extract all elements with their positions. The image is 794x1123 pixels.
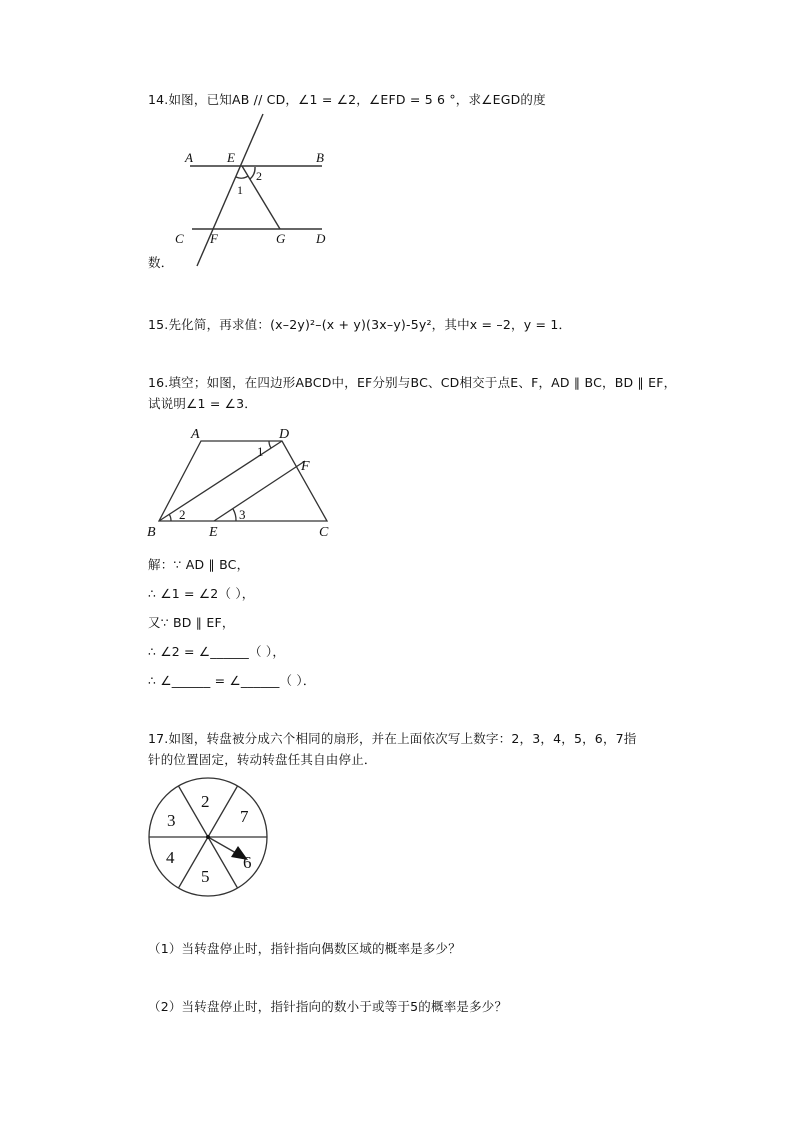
angle-1-label: 1 [257, 444, 264, 459]
label-c: C [319, 525, 329, 540]
segment-ef [214, 461, 305, 521]
sector-number-6: 6 [243, 853, 252, 872]
label-c: C [175, 231, 184, 246]
q16-solution-1: 解：∵ AD ∥ BC， [148, 557, 250, 572]
q16-line1: 16.填空；如图，在四边形ABCD中，EF分别与BC、CD相交于点E、F，AD ∥ BC，BD ∥ EF， [148, 375, 677, 390]
diagonal-bd [159, 441, 282, 521]
label-f: F [210, 231, 218, 246]
label-e: E [227, 150, 235, 165]
q16-line2: 试说明∠1 = ∠3． [148, 396, 257, 411]
q17-sub2: （2）当转盘停止时，指针指向的数小于或等于5的概率是多少？ [148, 999, 508, 1014]
angle-3-arc [233, 509, 236, 521]
transversal-ef [197, 114, 263, 266]
sector-number-4: 4 [166, 848, 175, 867]
angle-2-arc [250, 167, 255, 179]
sector-number-3: 3 [167, 811, 176, 830]
angle-2-label: 2 [179, 507, 186, 522]
q16-solution-4: ∴ ∠2 = ∠______（ ）， [148, 644, 286, 659]
q16-solution-3: 又∵ BD ∥ EF， [148, 615, 235, 630]
angle-1-label: 1 [237, 183, 243, 197]
pointer-pivot [206, 835, 210, 839]
label-d: D [279, 427, 290, 442]
sector-number-7: 7 [240, 807, 249, 826]
angle-2-label: 2 [256, 169, 262, 183]
q16-figure [140, 420, 340, 545]
label-e: E [209, 525, 218, 540]
angle-1-arc [269, 441, 271, 448]
q17-spinner [140, 776, 280, 901]
q14-figure [170, 110, 340, 270]
q16-solution-2: ∴ ∠1 = ∠2（ ）， [148, 586, 255, 601]
angle-1-arc [236, 176, 248, 178]
q14-text: 14.如图，已知AB // CD，∠1 = ∠2，∠EFD = 5 6 °，求∠EGD的度 [148, 92, 546, 107]
label-d: D [316, 231, 326, 246]
label-f: F [301, 459, 310, 474]
q16-solution-5: ∴ ∠______ = ∠______（ ）． [148, 673, 316, 688]
sector-number-2: 2 [201, 792, 210, 811]
label-b: B [316, 150, 324, 165]
angle-2-arc [169, 514, 171, 521]
q17-sub1: （1）当转盘停止时，指针指向偶数区域的概率是多少？ [148, 941, 461, 956]
label-b: B [147, 525, 156, 540]
label-a: A [191, 427, 200, 442]
q15-text: 15.先化简，再求值：(x–2y)²–(x + y)(3x–y)-5y²，其中x = –2，y = 1． [148, 317, 572, 332]
label-g: G [276, 231, 286, 246]
q14-tail: 数． [148, 255, 174, 270]
q17-line2: 针的位置固定，转动转盘任其自由停止． [148, 752, 377, 767]
sector-number-5: 5 [201, 867, 210, 886]
label-a: A [185, 150, 193, 165]
q17-line1: 17.如图，转盘被分成六个相同的扇形，并在上面依次写上数字：2，3，4，5，6，7指 [148, 731, 637, 746]
angle-3-label: 3 [239, 507, 246, 522]
